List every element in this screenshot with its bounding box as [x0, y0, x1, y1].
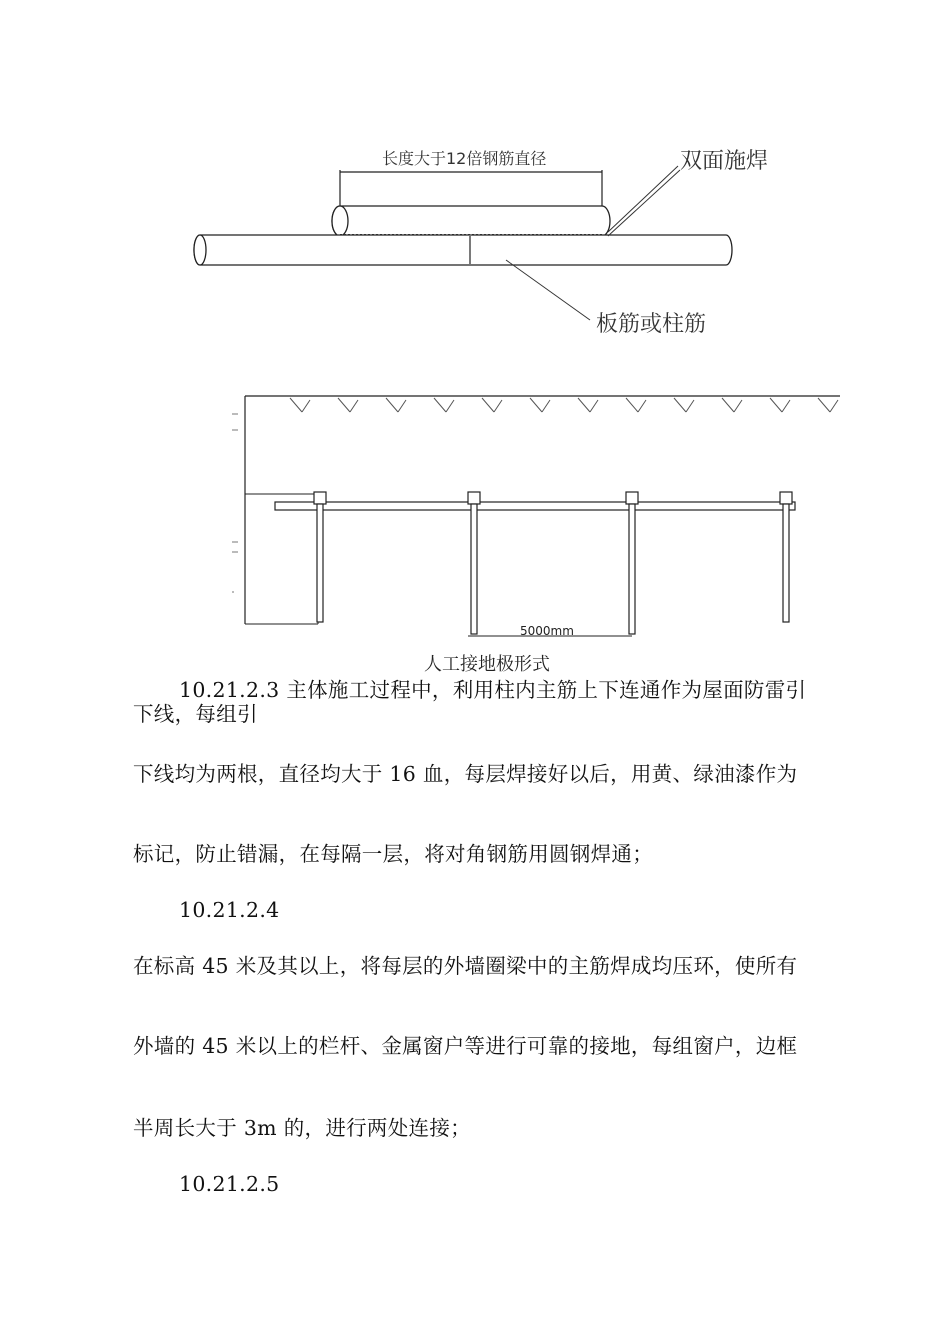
paragraph-7: 半周长大于 3m 的，进行两处连接； — [133, 1116, 471, 1140]
weld-label: 双面施焊 — [680, 149, 769, 174]
paragraph-8: 10.21.2.5 — [179, 1172, 280, 1196]
paragraph-4: 10.21.2.4 — [179, 898, 280, 922]
spacing-label: 5000mm — [520, 624, 574, 638]
grounding-electrode-diagram — [220, 392, 840, 675]
paragraph-6: 外墙的 45 米以上的栏杆、金属窗户等进行可靠的接地，每组窗户，边框 — [133, 1034, 798, 1058]
bar-label: 板筋或柱筋 — [596, 312, 707, 337]
figure-caption: 人工接地极形式 — [424, 654, 550, 675]
paragraph-1: 10.21.2.3 主体施工过程中，利用柱内主筋上下连通作为屋面防雷引下线，每组引 — [133, 678, 807, 726]
lap-weld-diagram — [180, 140, 780, 350]
length-label: 长度大于12倍钢筋直径 — [382, 149, 547, 168]
paragraph-3: 标记，防止错漏，在每隔一层，将对角钢筋用圆钢焊通； — [133, 842, 653, 866]
paragraph-5: 在标高 45 米及其以上，将每层的外墙圈梁中的主筋焊成均压环，使所有 — [133, 954, 798, 978]
paragraph-2: 下线均为两根，直径均大于 16 血，每层焊接好以后，用黄、绿油漆作为 — [133, 762, 798, 786]
